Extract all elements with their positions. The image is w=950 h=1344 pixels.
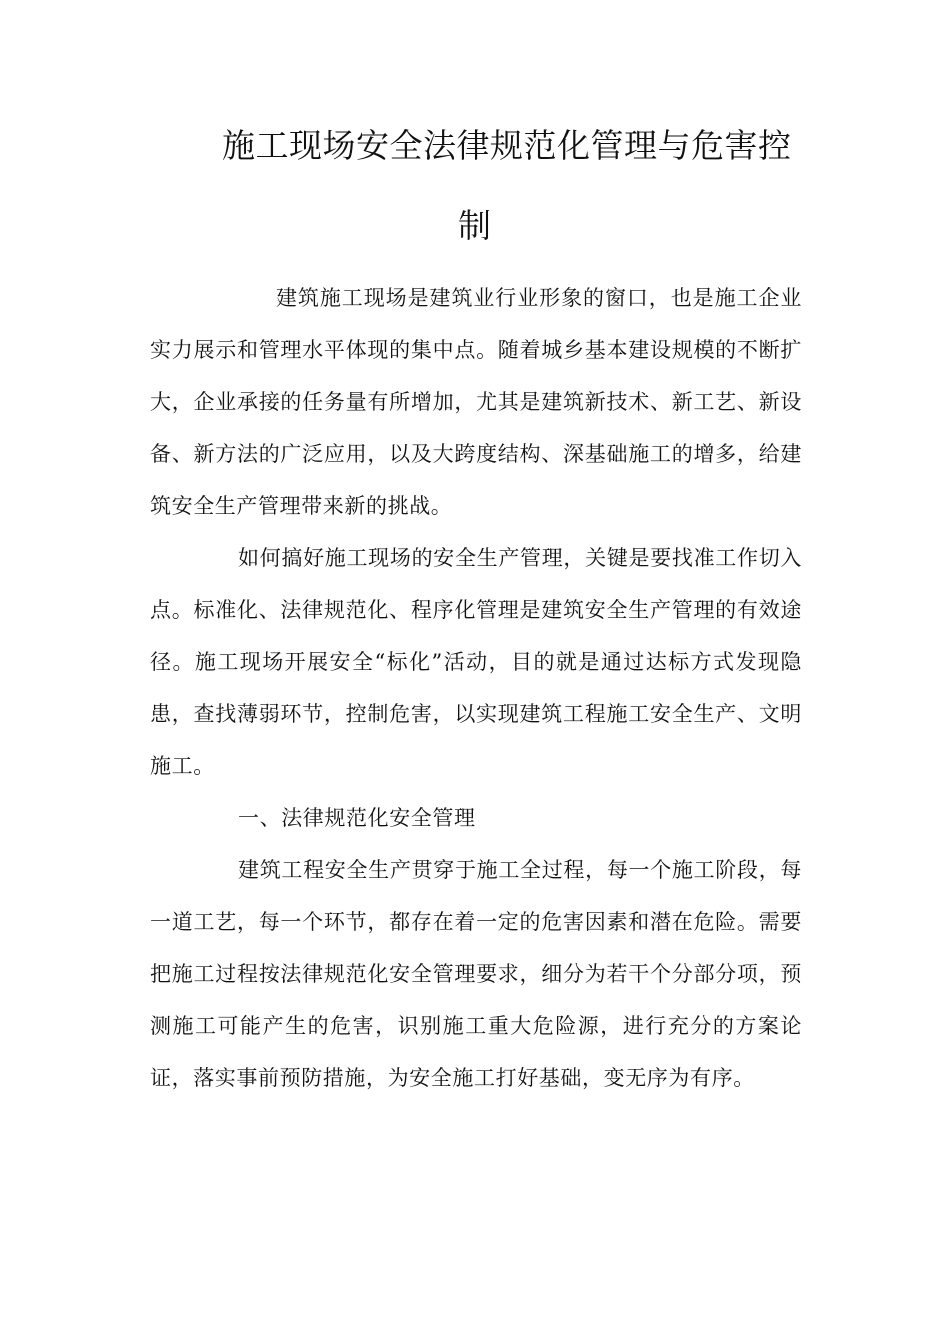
paragraph-approach: 如何搞好施工现场的安全生产管理，关键是要找准工作切入点。标准化、法律规范化、程序化管理是建筑安全生产管理的有效途径。施工现场开展安全“标化”活动，目的就是通过达标方式发现隐患，查找薄弱环节，控制危害，以实现建筑工程施工安全生产、文明施工。: [150, 546, 802, 778]
document-title-line-2: 制: [458, 206, 492, 245]
paragraph-section-1: 建筑工程安全生产贯穿于施工全过程，每一个施工阶段，每一道工艺，每一个环节，都存在着一定的危害因素和潜在危险。需要把施工过程按法律规范化安全管理要求，细分为若干个分部分项，预测施工可能产生的危害，识别施工重大危险源，进行充分的方案论证，落实事前预防措施，为安全施工打好基础，变无序为有序。: [150, 858, 802, 1090]
document-body: [150, 272, 802, 1104]
paragraph-intro: 建筑施工现场是建筑业行业形象的窗口，也是施工企业实力展示和管理水平体现的集中点。随着城乡基本建设规模的不断扩大，企业承接的任务量有所增加，尤其是建筑新技术、新工艺、新设备、新方法的广泛应用，以及大跨度结构、深基础施工的增多，给建筑安全生产管理带来新的挑战。: [150, 286, 802, 518]
document-title-line-1: 施工现场安全法律规范化管理与危害控: [222, 126, 792, 165]
section-heading-1: 一、法律规范化安全管理: [238, 806, 476, 830]
